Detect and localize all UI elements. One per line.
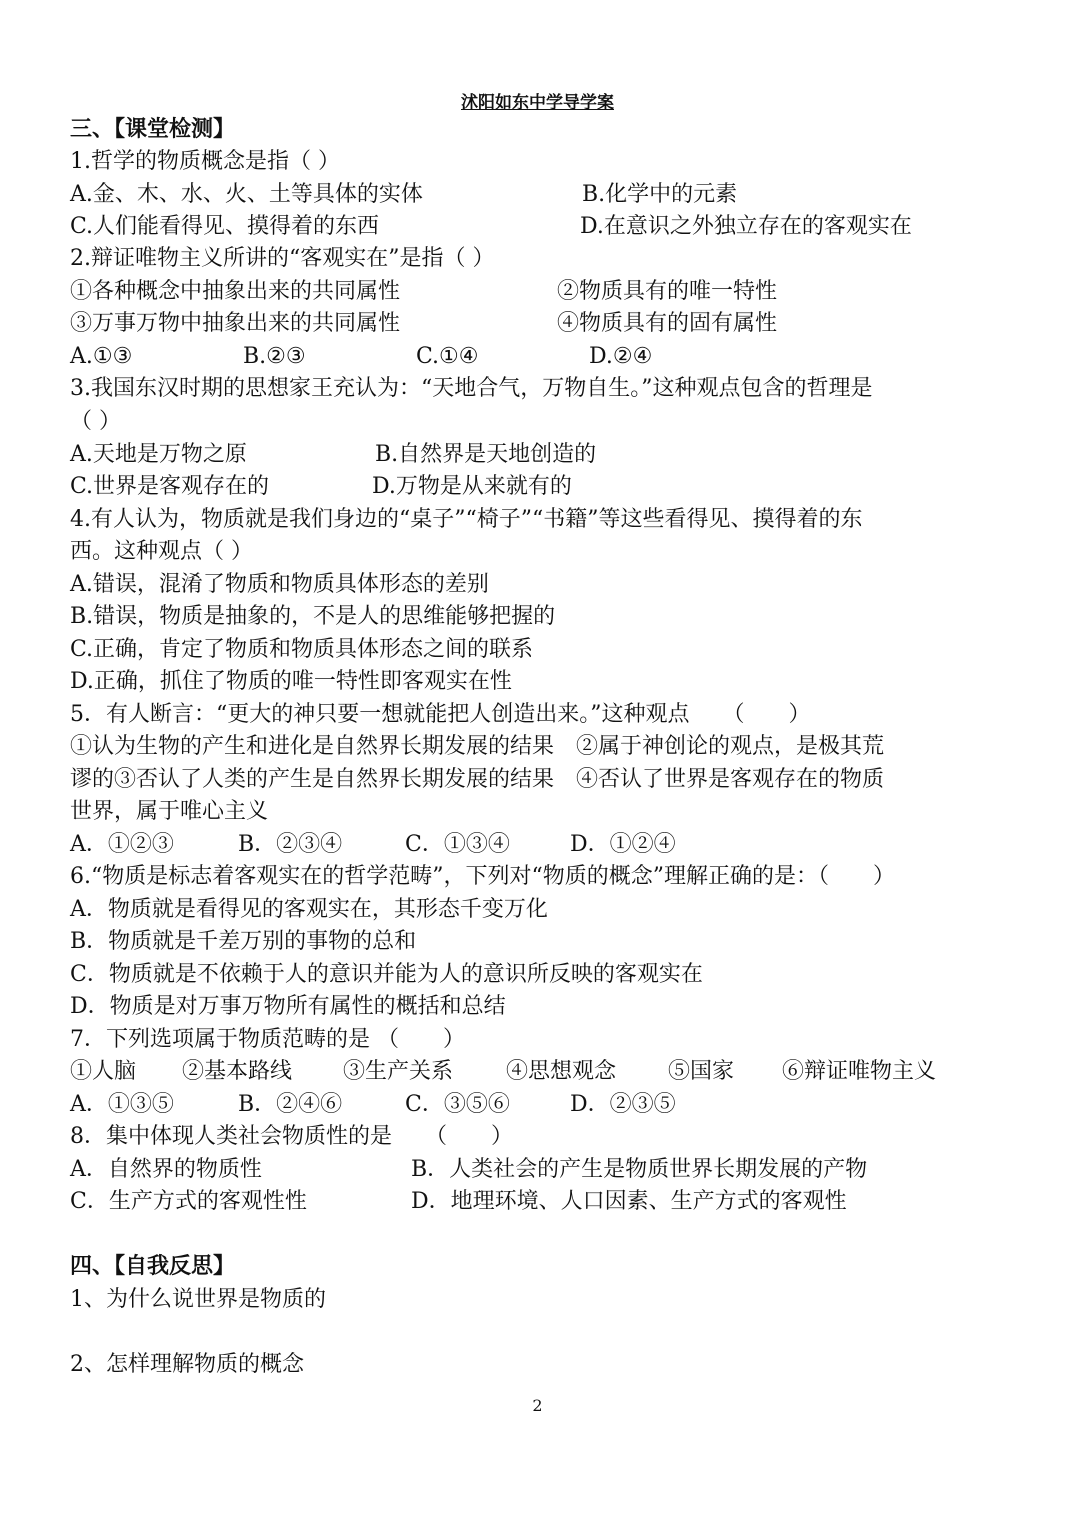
question-2-statement-3: ③万事万物中抽象出来的共同属性 [70,311,401,336]
question-7-option-c: C．③⑤⑥ [405,1092,510,1117]
question-7-option-b: B．②④⑥ [238,1092,343,1117]
question-6-option-d: D．物质是对万事万物所有属性的概括和总结 [70,994,506,1019]
question-5-option-a: A．①②③ [70,832,174,857]
question-7-item-3: ③生产关系 [343,1059,454,1084]
section-heading-self-reflection: 四、【自我反思】 [70,1254,236,1279]
question-1-option-d: D.在意识之外独立存在的客观实在 [580,214,912,239]
question-7-item-6: ⑥辩证唯物主义 [782,1059,937,1084]
question-3-option-c: C.世界是客观存在的 [70,474,270,499]
question-3-option-b: B.自然界是天地创造的 [375,442,597,467]
page-title: 沭阳如东中学导学案 [461,93,614,113]
question-3-option-a: A.天地是万物之原 [70,442,247,467]
question-2-option-b: B.②③ [243,344,306,369]
question-8-option-a: A．自然界的物质性 [70,1157,262,1182]
question-5-option-d: D．①②④ [570,832,676,857]
question-4-option-c: C.正确，肯定了物质和物质具体形态之间的联系 [70,637,534,662]
question-7-item-2: ②基本路线 [182,1059,293,1084]
question-4-option-d: D.正确，抓住了物质的唯一特性即客观实在性 [70,669,512,694]
question-2-option-c: C.①④ [416,344,479,369]
question-8-option-d: D．地理环境、人口因素、生产方式的客观性 [411,1189,847,1214]
question-2-option-a: A.①③ [70,344,133,369]
question-5-option-b: B．②③④ [238,832,343,857]
question-4-stem-continued: 西。这种观点（ ） [70,539,253,564]
question-6-option-c: C．物质就是不依赖于人的意识并能为人的意识所反映的客观实在 [70,962,703,987]
section-heading-classroom-test: 三、【课堂检测】 [70,117,236,142]
question-2-option-d: D.②④ [589,344,653,369]
question-2-stem: 2.辩证唯物主义所讲的“客观实在”是指（ ） [70,246,495,271]
question-6-option-a: A．物质就是看得见的客观实在，其形态千变万化 [70,897,548,922]
question-3-stem: 3.我国东汉时期的思想家王充认为：“天地合气，万物自生。”这种观点包含的哲理是 [70,376,873,401]
question-7-item-4: ④思想观念 [506,1059,617,1084]
question-8-option-c: C．生产方式的客观性性 [70,1189,307,1214]
question-6-stem: 6.“物质是标志着客观实在的哲学范畴”，下列对“物质的概念”理解正确的是：（ ） [70,864,895,889]
question-6-option-b: B．物质就是千差万别的事物的总和 [70,929,417,954]
question-5-stem: 5．有人断言：“更大的神只要一想就能把人创造出来。”这种观点 （ ） [70,702,811,727]
question-7-item-1: ①人脑 [70,1059,137,1084]
question-1-option-b: B.化学中的元素 [582,182,738,207]
question-8-stem: 8．集中体现人类社会物质性的是 （ ） [70,1124,513,1149]
question-3-stem-continued: （ ） [70,409,121,434]
question-5-statements-line-3: 世界，属于唯心主义 [70,799,269,824]
question-4-option-a: A.错误，混淆了物质和物质具体形态的差别 [70,572,489,597]
question-1-stem: 1.哲学的物质概念是指（ ） [70,149,340,174]
question-3-option-d: D.万物是从来就有的 [372,474,572,499]
reflection-question-2: 2、怎样理解物质的概念 [70,1352,304,1377]
question-7-option-a: A．①③⑤ [70,1092,174,1117]
page-number: 2 [532,1396,543,1415]
question-2-statement-4: ④物质具有的固有属性 [557,311,778,336]
question-7-option-d: D．②③⑤ [570,1092,676,1117]
question-7-stem: 7．下列选项属于物质范畴的是 （ ） [70,1027,465,1052]
question-7-item-5: ⑤国家 [668,1059,735,1084]
question-5-statements-line-1: ①认为生物的产生和进化是自然界长期发展的结果 ②属于神创论的观点，是极其荒 [70,734,885,759]
question-1-option-c: C.人们能看得见、摸得着的东西 [70,214,380,239]
question-5-option-c: C．①③④ [405,832,510,857]
reflection-question-1: 1、为什么说世界是物质的 [70,1287,326,1312]
question-4-option-b: B.错误，物质是抽象的，不是人的思维能够把握的 [70,604,556,629]
question-2-statement-2: ②物质具有的唯一特性 [557,279,778,304]
question-1-option-a: A.金、木、水、火、土等具体的实体 [70,182,423,207]
question-2-statement-1: ①各种概念中抽象出来的共同属性 [70,279,401,304]
question-8-option-b: B．人类社会的产生是物质世界长期发展的产物 [411,1157,868,1182]
question-4-stem: 4.有人认为，物质就是我们身边的“桌子”“椅子”“书籍”等这些看得见、摸得着的东 [70,507,863,532]
question-5-statements-line-2: 谬的③否认了人类的产生是自然界长期发展的结果 ④否认了世界是客观存在的物质 [70,767,885,792]
